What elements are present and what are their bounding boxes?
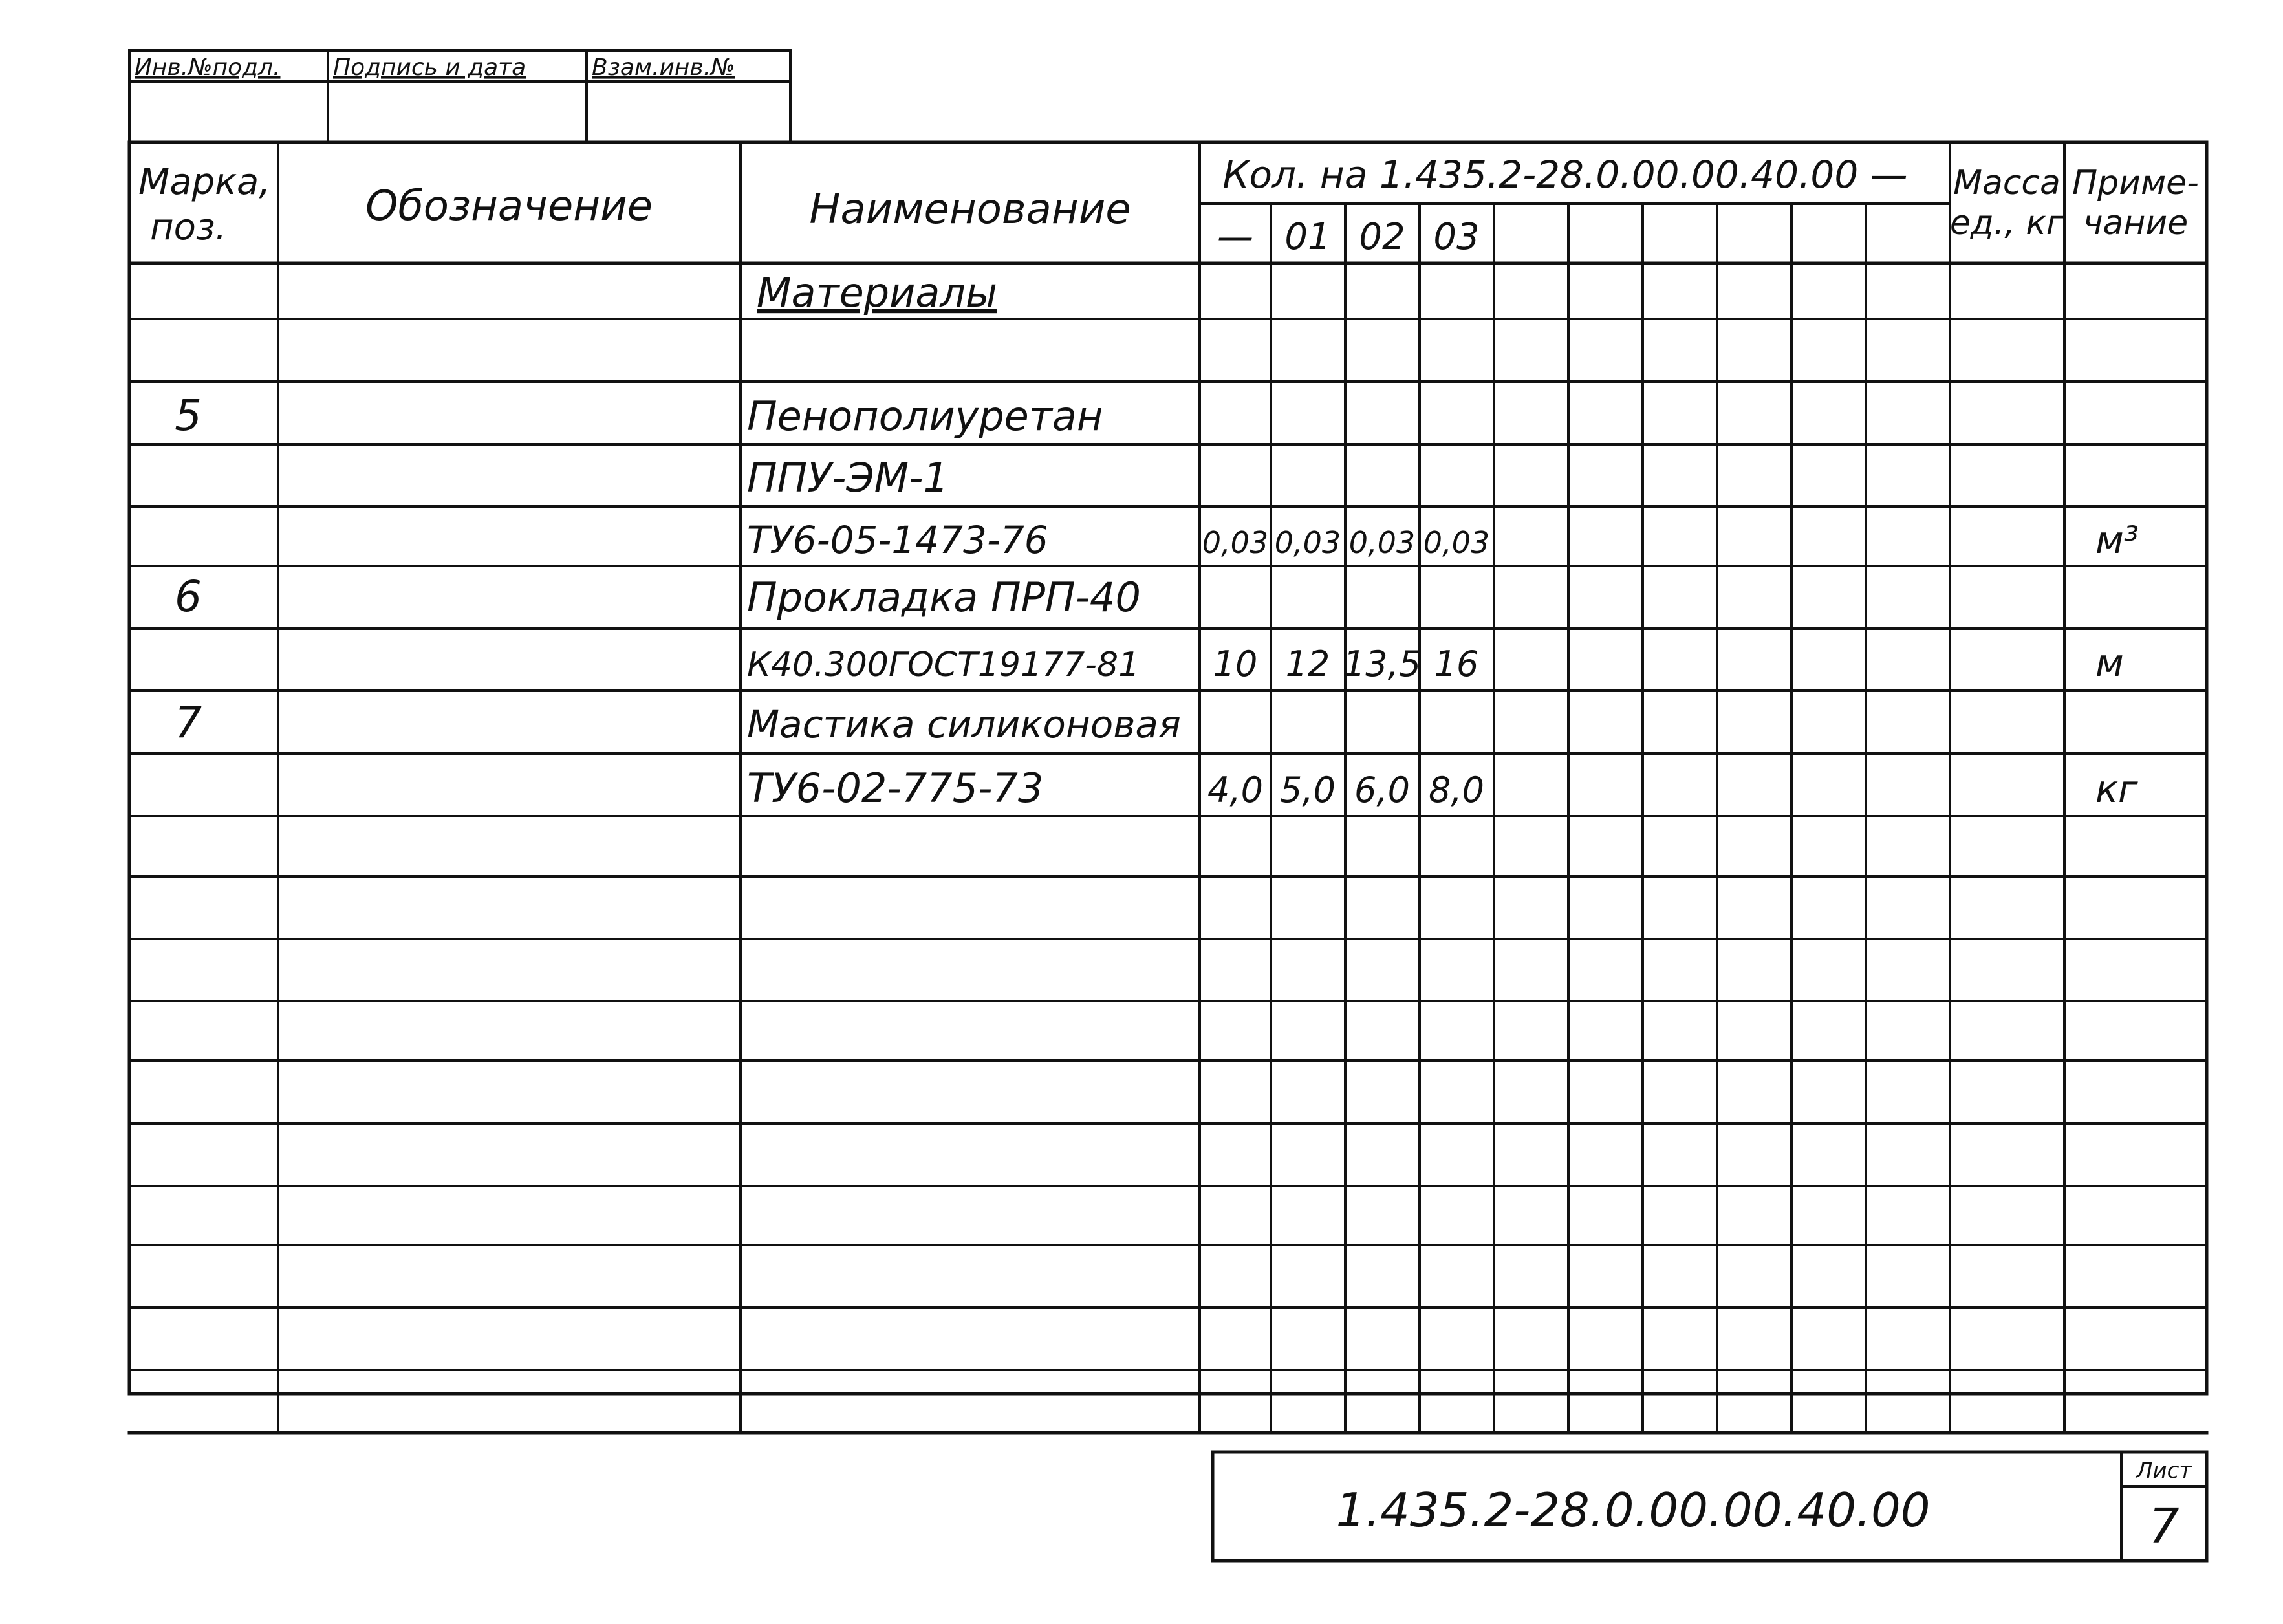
header-pos: поз. xyxy=(150,206,227,248)
row-name: Пенополиуретан xyxy=(747,393,1103,440)
qty-cell: 0,03 xyxy=(1348,525,1416,560)
sheet-number: 7 xyxy=(2148,1499,2180,1554)
table-header xyxy=(138,153,2199,258)
row-note: м³ xyxy=(2095,518,2139,562)
row-name: ППУ-ЭМ-1 xyxy=(747,454,949,501)
header-variant-01: 01 xyxy=(1284,216,1331,258)
qty-cell: 6,0 xyxy=(1354,770,1410,810)
document-number: 1.435.2-28.0.00.00.40.00 xyxy=(1336,1483,1931,1537)
header-note-line1: Приме- xyxy=(2072,164,2199,202)
qty-cell: 8,0 xyxy=(1429,770,1484,810)
qty-cell: 12 xyxy=(1285,644,1330,684)
sheet-label: Лист xyxy=(2136,1458,2192,1484)
row-name: ТУ6-05-1473-76 xyxy=(747,518,1048,562)
row-note: кг xyxy=(2095,767,2138,811)
row-name: Мастика силиконовая xyxy=(747,702,1181,746)
header-designation: Обозначение xyxy=(365,182,653,230)
header-variant-03: 03 xyxy=(1433,216,1480,258)
qty-cell: 16 xyxy=(1434,644,1479,684)
qty-cell: 0,03 xyxy=(1202,525,1269,560)
row-name: Прокладка ПРП-40 xyxy=(747,574,1141,621)
header-variant-02: 02 xyxy=(1359,216,1405,258)
row-pos: 7 xyxy=(175,698,202,748)
table-body xyxy=(175,269,2139,812)
header-name: Наименование xyxy=(809,186,1131,233)
stamp-block xyxy=(129,50,790,142)
header-qty-title: Кол. на 1.435.2-28.0.00.00.40.00 — xyxy=(1222,153,1908,197)
qty-cell: 10 xyxy=(1213,644,1258,684)
stamp-replace-label: Взам.инв.№ xyxy=(592,54,735,81)
outer-frame xyxy=(129,142,2207,1394)
header-note-line2: чание xyxy=(2083,204,2189,243)
qty-cell: 0,03 xyxy=(1423,525,1490,560)
stamp-inv-label: Инв.№подл. xyxy=(135,54,281,81)
header-mark: Марка, xyxy=(138,161,271,203)
qty-cell: 4,0 xyxy=(1207,770,1263,810)
row-note: м xyxy=(2095,641,2124,685)
row-name: К40.300ГОСТ19177-81 xyxy=(747,645,1140,684)
table-grid xyxy=(129,142,2207,1433)
qty-cell: 5,0 xyxy=(1280,770,1336,810)
row-pos: 6 xyxy=(175,572,202,622)
qty-cell: 13,5 xyxy=(1343,644,1422,684)
title-block xyxy=(1213,1452,2207,1561)
stamp-sign-label: Подпись и дата xyxy=(333,54,526,81)
section-title: Материалы xyxy=(757,269,997,316)
row-name: ТУ6-02-775-73 xyxy=(747,764,1044,812)
header-mass-line1: Масса xyxy=(1953,164,2061,202)
qty-cell: 0,03 xyxy=(1274,525,1341,560)
row-pos: 5 xyxy=(175,391,202,440)
header-variant-base: — xyxy=(1217,216,1253,258)
header-mass-line2: ед., кг xyxy=(1949,204,2064,243)
